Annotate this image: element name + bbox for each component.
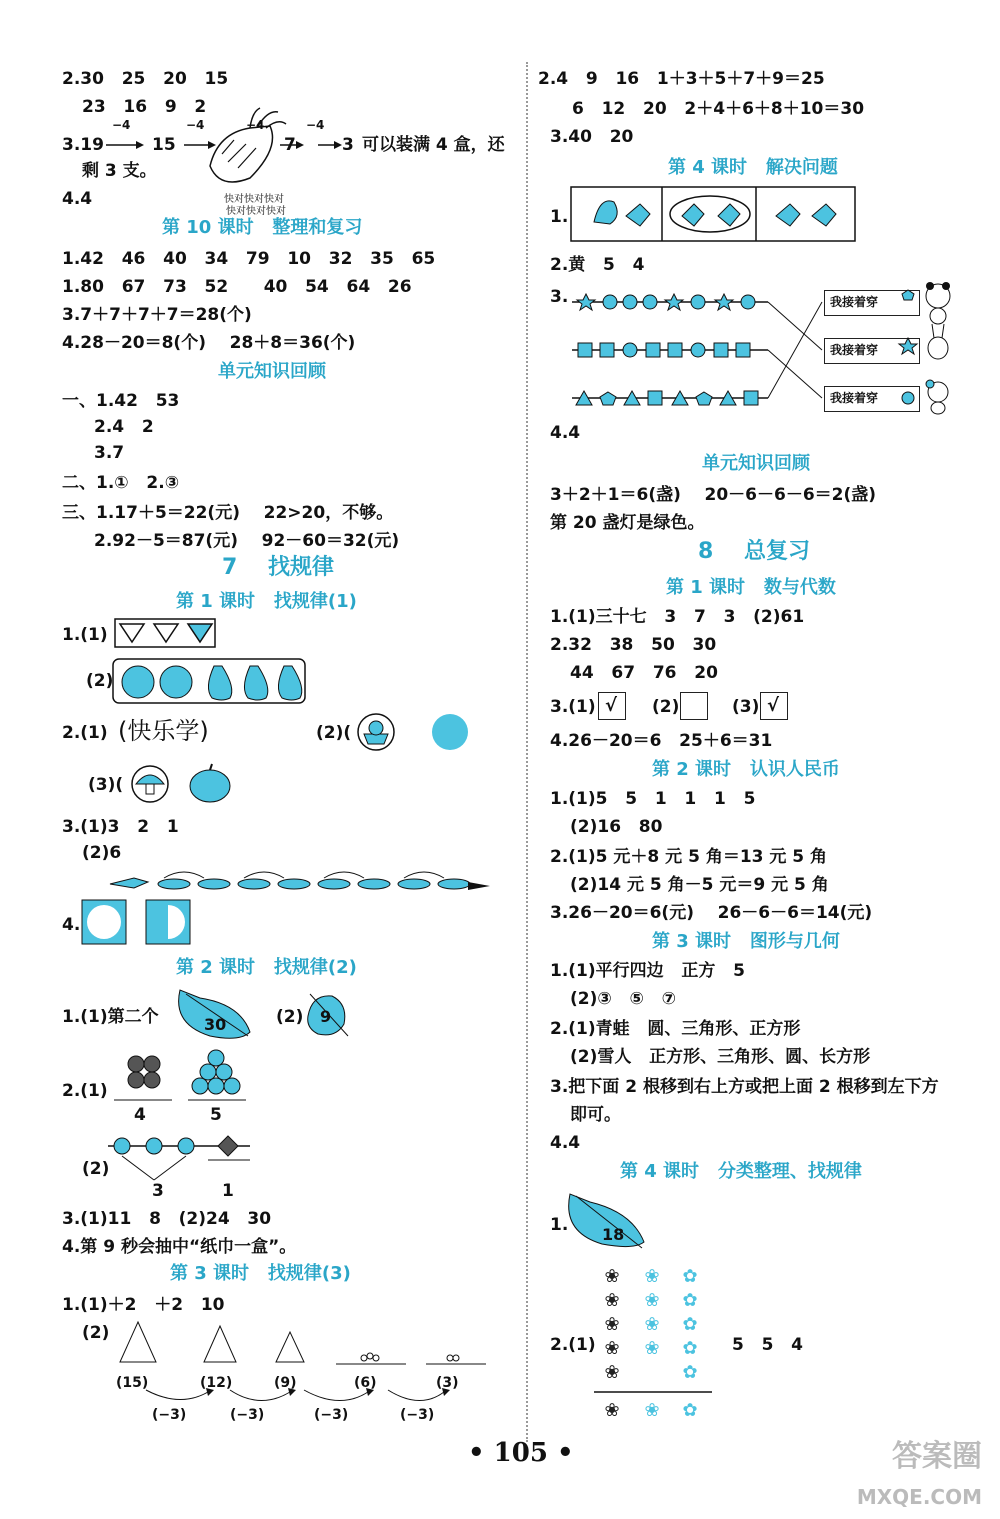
leaf-number-18: 18 [602, 1225, 625, 1244]
heading-review-lesson2: 第 2 课时 认识人民币 [652, 759, 840, 780]
line-l3-15: 15 [152, 135, 176, 155]
c2-q2-answer3: 3 [152, 1181, 164, 1201]
s4-q2-values: 5 5 4 [732, 1335, 803, 1355]
s1-q1: 1.(1)三十七 3 7 3 (2)61 [550, 607, 805, 627]
arrow-label-3: −4 [246, 118, 265, 132]
triangle-pattern-box [114, 618, 216, 648]
heading-unit-review-right: 单元知识回顾 [702, 453, 810, 474]
tri-step-1: (−3) [152, 1407, 187, 1423]
line-l3-text: 可以装满 4 盒，还 [362, 135, 505, 155]
svg-text:✿: ✿ [682, 1400, 698, 1421]
c10-line4: 4.28－20＝8(个) 28＋8＝36(个) [62, 333, 356, 353]
u7-q2-1: 2.(1) [62, 723, 108, 743]
bead-strings-figure [568, 284, 828, 414]
shell-fish-table [570, 186, 856, 242]
s1-q3-3: (3) [732, 697, 760, 717]
svg-text:❀: ❀ [604, 1314, 620, 1335]
r-line1: 2.4 9 16 1＋3＋5＋7＋9＝25 [538, 69, 825, 89]
tri-step-3: (−3) [314, 1407, 349, 1423]
s4-q2: 2.(1) [550, 1335, 596, 1355]
c10-line3: 3.7＋7＋7＋7＝28(个) [62, 305, 252, 325]
line-l3-3: 3 [342, 135, 354, 155]
svg-text:✿: ✿ [682, 1266, 698, 1287]
review-line2: 2.4 2 [94, 417, 154, 437]
r-review-2: 第 20 盏灯是绿色。 [550, 513, 705, 533]
carrot-text-2: 快对快对快对 [226, 206, 286, 217]
u7-q3-1: 3.(1)3 2 1 [62, 817, 179, 837]
c2-q2-1: 2.(1) [62, 1081, 108, 1101]
review-line3: 3.7 [94, 443, 125, 463]
s1-q4: 4.26－20＝6 25＋6＝31 [550, 731, 773, 751]
s1-q2-a: 2.32 38 50 30 [550, 635, 717, 655]
arrow-label-4: −4 [306, 118, 325, 132]
line-l1: 2.30 25 20 15 [62, 69, 229, 89]
c4-q4: 4.4 [550, 423, 581, 443]
r-review-1: 3＋2＋1＝6(盏) 20－6－6－6＝2(盏) [550, 485, 877, 505]
s3-q1-b: (2)③ ⑤ ⑦ [570, 989, 677, 1009]
s2-q3: 3.26－20＝6(元) 26－6－6＝14(元) [550, 903, 873, 923]
u7-q2-3: (3)( [88, 775, 124, 795]
cricket-jump-pattern [104, 864, 494, 896]
svg-text:❀: ❀ [644, 1290, 660, 1311]
svg-text:✿: ✿ [682, 1338, 698, 1359]
watermark-logo: 答案圈 [892, 1439, 982, 1474]
s3-q2-b: (2)雪人 正方形、三角形、圆、长方形 [570, 1047, 871, 1067]
svg-text:❀: ❀ [604, 1338, 620, 1359]
page-number: • 105 • [468, 1438, 574, 1468]
check-mark-3: √ [767, 695, 780, 716]
line-l3-start: 3.19 [62, 135, 104, 155]
svg-text:❀: ❀ [644, 1314, 660, 1335]
heading-unit7-lesson2: 第 2 课时 找规律(2) [176, 957, 357, 978]
flower-tally-figure [590, 1262, 720, 1422]
svg-text:✿: ✿ [682, 1314, 698, 1335]
s3-q2-a: 2.(1)青蛙 圆、三角形、正方形 [550, 1019, 801, 1039]
arrow-label-2: −4 [186, 118, 205, 132]
c2-q2-answer4: 4 [134, 1105, 146, 1125]
u7-q2-2: (2)( [316, 723, 352, 743]
c4-q3: 3. [550, 287, 569, 307]
heading-lesson4-solve: 第 4 课时 解决问题 [668, 157, 838, 178]
c2-q3: 3.(1)11 8 (2)24 30 [62, 1209, 272, 1229]
animal-icons [890, 280, 960, 416]
s1-q2-b: 44 67 76 20 [570, 663, 718, 683]
svg-text:❀: ❀ [604, 1400, 620, 1421]
line-l2: 23 16 9 2 [82, 97, 207, 117]
c2-q1-2: (2) [276, 1007, 304, 1027]
stacked-circles-figure [108, 1050, 258, 1104]
cake-pattern [354, 710, 474, 754]
svg-text:❀: ❀ [604, 1290, 620, 1311]
leaf-number-9: 9 [320, 1007, 332, 1026]
s3-q3-b: 即可。 [570, 1105, 621, 1125]
c2-q2-answer1: 1 [222, 1181, 234, 1201]
watermark-url: MXQE.COM [856, 1485, 982, 1509]
heading-unit7: 7 找规律 [222, 555, 334, 580]
s4-q1: 1. [550, 1215, 569, 1235]
tri-step-4: (−3) [400, 1407, 435, 1423]
line-l3-7: 7 [284, 135, 296, 155]
leaf-number-30: 30 [204, 1015, 227, 1034]
svg-text:❀: ❀ [644, 1338, 660, 1359]
tri-label-12: (12) [200, 1375, 233, 1391]
mushroom-pumpkin-pattern [128, 762, 244, 806]
u7-q2-text: (快乐学) [118, 717, 209, 745]
u7-q3-2: (2)6 [82, 843, 122, 863]
tri-label-9: (9) [274, 1375, 297, 1391]
heading-lesson10: 第 10 课时 整理和复习 [162, 217, 363, 238]
svg-text:❀: ❀ [604, 1266, 620, 1287]
tri-label-15: (15) [116, 1375, 149, 1391]
s3-q1-a: 1.(1)平行四边 正方 5 [550, 961, 745, 981]
c4-q1: 1. [550, 207, 569, 227]
s1-q3-1: 3.(1) [550, 697, 596, 717]
r-line2: 6 12 20 2＋4＋6＋8＋10＝30 [572, 99, 865, 119]
tri-label-6: (6) [354, 1375, 377, 1391]
heading-unit8: 8 总复习 [698, 539, 810, 564]
bead-string-figure [104, 1130, 254, 1186]
c3-q1-1: 1.(1)＋2 ＋2 10 [62, 1295, 225, 1315]
s3-q3-a: 3.把下面 2 根移到右上方或把上面 2 根移到左下方 [550, 1077, 939, 1097]
u7-q4: 4. [62, 915, 81, 935]
line-l5: 4.4 [62, 189, 93, 209]
check-box-3 [760, 692, 788, 720]
svg-text:❀: ❀ [604, 1362, 620, 1383]
check-mark-1: √ [605, 695, 618, 716]
bead-label-2: 我接着穿 [830, 343, 879, 357]
column-divider [526, 62, 528, 1442]
arrow-label-1: −4 [112, 118, 131, 132]
c3-q1-2: (2) [82, 1323, 110, 1343]
carrot-text-1: 快对快对快对 [224, 194, 284, 205]
leaf-icon-18 [562, 1188, 652, 1258]
moon-phase-boxes [80, 898, 190, 948]
tri-label-3: (3) [436, 1375, 459, 1391]
s2-q2-b: (2)14 元 5 角－5 元＝9 元 5 角 [570, 875, 829, 895]
review-line5: 三、1.17＋5＝22(元) 22>20，不够。 [62, 503, 394, 523]
svg-text:❀: ❀ [644, 1400, 660, 1421]
c4-q2: 2.黄 5 4 [550, 255, 645, 275]
check-box-2 [680, 692, 708, 720]
c2-q4: 4.第 9 秒会抽中“纸巾一盒”。 [62, 1237, 297, 1257]
review-line6: 2.92－5＝87(元) 92－60＝32(元) [94, 531, 400, 551]
check-box-1 [598, 692, 626, 720]
heading-review-lesson3: 第 3 课时 图形与几何 [652, 931, 840, 952]
svg-text:❀: ❀ [644, 1266, 660, 1287]
bead-label-1: 我接着穿 [830, 295, 879, 309]
s2-q2-a: 2.(1)5 元＋8 元 5 角＝13 元 5 角 [550, 847, 828, 867]
r-line3: 3.40 20 [550, 127, 634, 147]
c2-q1-1: 1.(1)第二个 [62, 1007, 159, 1027]
tri-step-2: (−3) [230, 1407, 265, 1423]
svg-text:✿: ✿ [682, 1362, 698, 1383]
heading-unit7-lesson3: 第 3 课时 找规律(3) [170, 1263, 351, 1284]
bead-label-3: 我接着穿 [830, 391, 879, 405]
s2-q1-b: (2)16 80 [570, 817, 663, 837]
heading-unit7-lesson1: 第 1 课时 找规律(1) [176, 591, 357, 612]
heading-unit-review-left: 单元知识回顾 [218, 361, 326, 382]
heading-review-lesson1: 第 1 课时 数与代数 [666, 577, 836, 598]
c2-q2-answer5: 5 [210, 1105, 222, 1125]
heading-review-lesson4: 第 4 课时 分类整理、找规律 [620, 1161, 862, 1182]
line-l4: 剩 3 支。 [82, 161, 157, 181]
u7-q1-2: (2) [86, 671, 114, 691]
review-line1: 一、1.42 53 [62, 391, 180, 411]
s3-q4: 4.4 [550, 1133, 581, 1153]
c2-q2-2: (2) [82, 1159, 110, 1179]
u7-q1-1: 1.(1) [62, 625, 108, 645]
s2-q1-a: 1.(1)5 5 1 1 1 5 [550, 789, 756, 809]
fruit-pattern-box [112, 658, 306, 704]
svg-text:✿: ✿ [682, 1290, 698, 1311]
review-line4: 二、1.① 2.③ [62, 473, 180, 493]
s1-q3-2: (2) [652, 697, 680, 717]
c10-line1: 1.42 46 40 34 79 10 32 35 65 [62, 249, 436, 269]
c10-line2: 1.80 67 73 52 40 54 64 26 [62, 277, 412, 297]
